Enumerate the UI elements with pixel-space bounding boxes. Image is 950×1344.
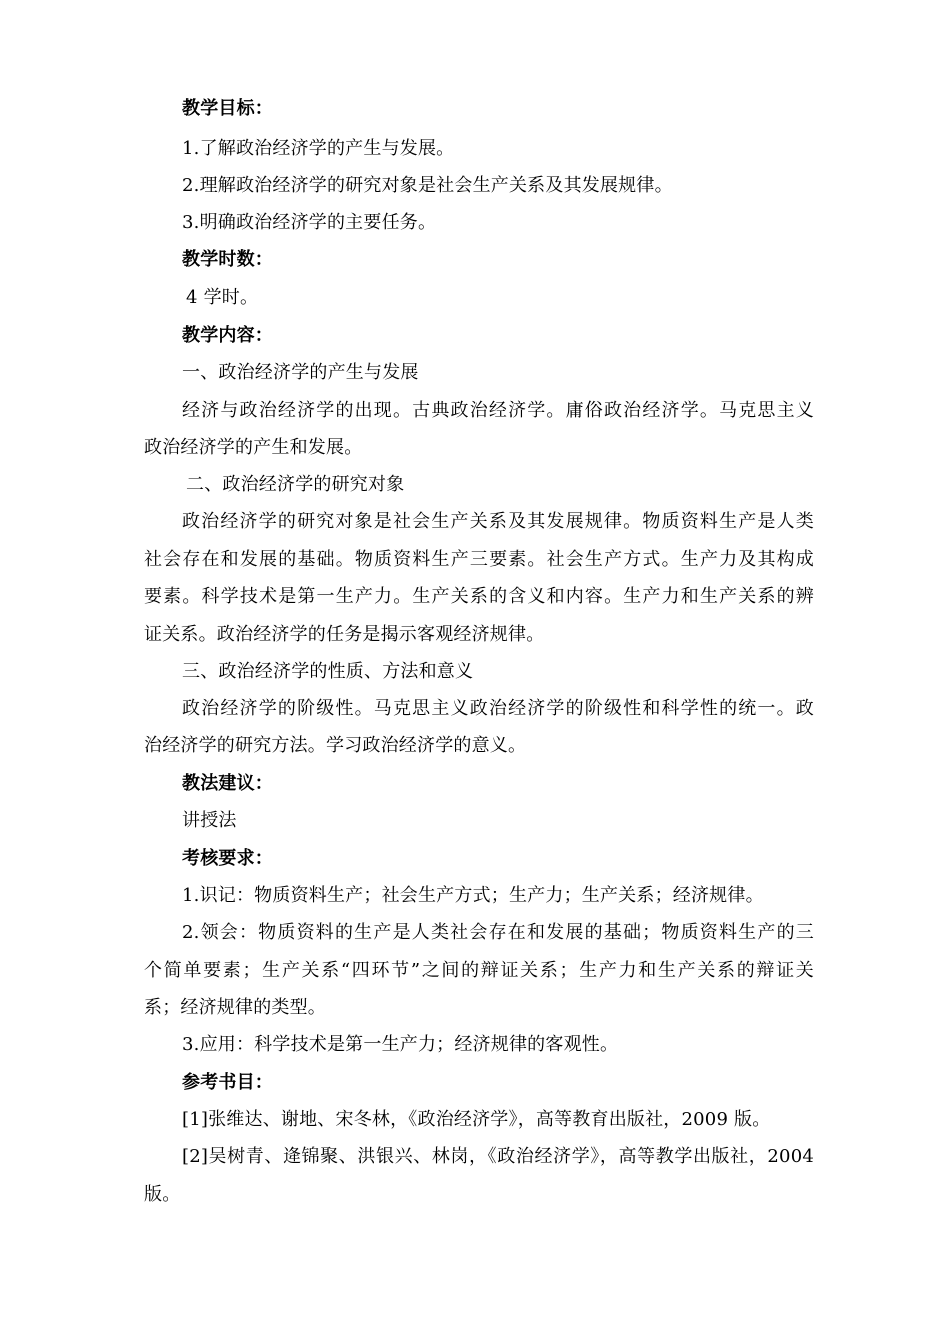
section-2-text-line: 社会存在和发展的基础。物质资料生产三要素。社会生产方式。生产力及其构成: [144, 549, 814, 570]
section-1-text-line: 政治经济学的产生和发展。: [144, 437, 363, 458]
objective-item-2: 2.理解政治经济学的研究对象是社会生产关系及其发展规律。: [182, 175, 673, 196]
section-1-text-line: 经济与政治经济学的出现。古典政治经济学。庸俗政治经济学。马克思主义: [182, 400, 814, 421]
hours-value: 4 学时。: [186, 287, 259, 308]
assessment-item-1: 1.识记：物质资料生产；社会生产方式；生产力；生产关系；经济规律。: [182, 885, 764, 906]
section-2-text-line: 要素。科学技术是第一生产力。生产关系的含义和内容。生产力和生产关系的辨: [144, 586, 814, 607]
objective-item-3: 3.明确政治经济学的主要任务。: [182, 212, 437, 233]
methods-value: 讲授法: [182, 810, 237, 831]
reference-item-1: [1]张维达、谢地、宋冬林，《政治经济学》，高等教育出版社，2009 版。: [182, 1109, 771, 1130]
objective-item-1: 1.了解政治经济学的产生与发展。: [182, 138, 455, 159]
section-3-text-line: 政治经济学的阶级性。马克思主义政治经济学的阶级性和科学性的统一。政: [182, 698, 814, 719]
assessment-item-2-line: 2.领会：物质资料的生产是人类社会存在和发展的基础；物质资料生产的三: [182, 922, 814, 943]
section-3-text-line: 治经济学的研究方法。学习政治经济学的意义。: [144, 735, 527, 756]
content-heading: 教学内容：: [182, 325, 273, 346]
assessment-item-2-line: 个简单要素；生产关系“四环节”之间的辩证关系；生产力和生产关系的辩证关: [144, 960, 814, 981]
section-2-text-line: 证关系。政治经济学的任务是揭示客观经济规律。: [144, 624, 545, 645]
objectives-heading: 教学目标：: [182, 98, 273, 119]
reference-item-2-line: [2]吴树青、逄锦聚、洪银兴、林岗，《政治经济学》，高等教学出版社，2004: [182, 1146, 814, 1167]
section-1-title: 一、政治经济学的产生与发展: [182, 362, 419, 383]
assessment-heading: 考核要求：: [182, 848, 273, 869]
hours-heading: 教学时数：: [182, 249, 273, 270]
references-heading: 参考书目：: [182, 1072, 273, 1093]
assessment-item-3: 3.应用：科学技术是第一生产力；经济规律的客观性。: [182, 1034, 619, 1055]
methods-heading: 教法建议：: [182, 773, 273, 794]
section-3-title: 三、政治经济学的性质、方法和意义: [182, 661, 474, 682]
section-2-title: 二、政治经济学的研究对象: [186, 474, 405, 495]
reference-item-2-line: 版。: [144, 1184, 181, 1205]
section-2-text-line: 政治经济学的研究对象是社会生产关系及其发展规律。物质资料生产是人类: [182, 511, 814, 532]
assessment-item-2-line: 系；经济规律的类型。: [144, 997, 326, 1018]
